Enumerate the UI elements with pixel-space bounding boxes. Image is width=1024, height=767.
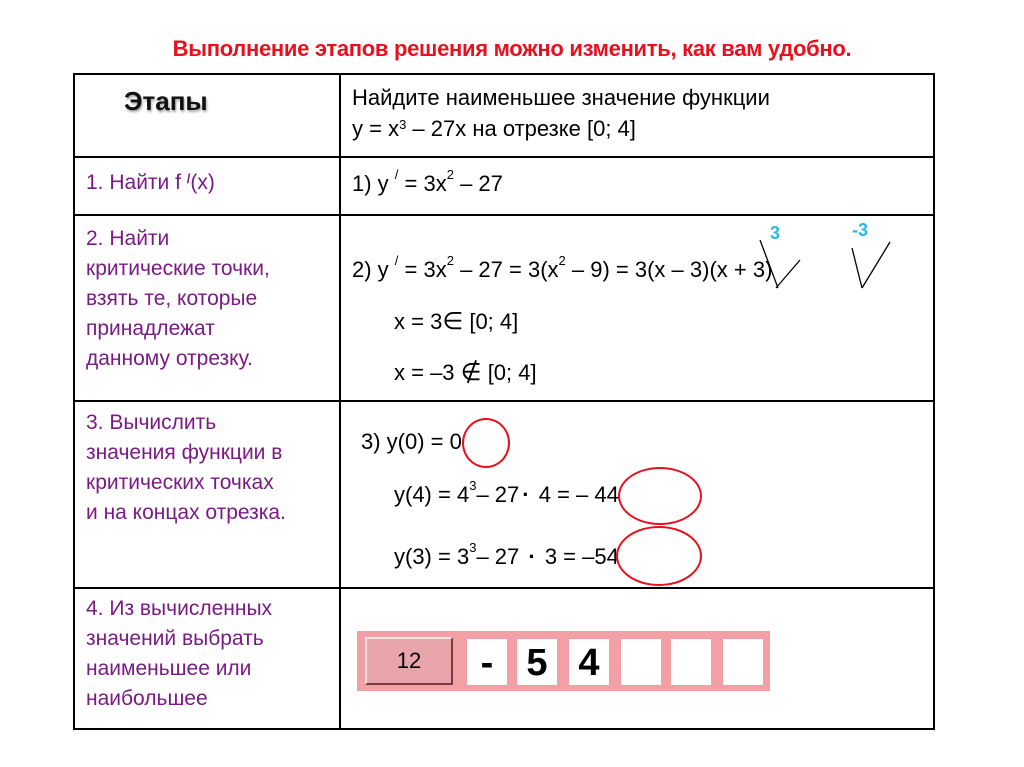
row-divider	[73, 587, 935, 589]
derivative-line: 1) y $^/ = 3x^2 - 27$	[352, 167, 503, 196]
answer-cell[interactable]	[669, 637, 713, 687]
answer-cell[interactable]	[721, 637, 765, 687]
step-2: 2. Найти критические точки, взять те, которые принадлежат данному отрезку.	[86, 227, 270, 370]
step-4: 4. Из вычисленных значений выбрать наименьшее или наибольшее	[86, 597, 273, 710]
answer-cell[interactable]: 4	[567, 637, 611, 687]
answer-cell[interactable]	[619, 637, 663, 687]
root-in-interval: x = 3∈ [0; 4]	[394, 308, 519, 335]
step-3: 3. Вычислить значения функции в критических точках и на концах отрезка.	[86, 411, 286, 524]
factorization-line: 2) y $^/ = 3x^2 - 27 = 3(x^2 - 9) = 3(x - 3)(x + 3)$	[352, 253, 773, 282]
slide-title: Выполнение этапов решения можно изменить, как вам удобно.	[172, 36, 852, 61]
task-statement	[352, 82, 770, 144]
highlight-oval	[616, 526, 702, 586]
answer-cell[interactable]: 5	[515, 637, 559, 687]
root-pointer-arrows	[740, 230, 920, 300]
value-at-4: $y(4) = 4^3-$ 27 · 4 = – 44	[394, 478, 619, 507]
root-not-in-interval: x = –3 ∉ [0; 4]	[394, 359, 537, 386]
value-at-0: 3) y(0) = 0	[361, 429, 462, 454]
answer-cell[interactable]: -	[465, 637, 509, 687]
task-line-1: Найдите наименьшее значение функции	[352, 85, 770, 110]
score-box: 12	[365, 637, 453, 685]
task-line-2: $y = x^3 - 27x$ на отрезке [0; 4]	[352, 116, 636, 141]
root-label-negative: -3	[852, 220, 869, 240]
row-divider	[73, 214, 935, 216]
step-1: 1. Найти f /(x)	[86, 171, 215, 194]
value-at-3: $y(3) = 3^3-$ 27 · 3 = –54	[394, 540, 619, 569]
stages-header: Этапы	[124, 86, 208, 116]
row-divider	[73, 156, 935, 158]
highlight-oval	[462, 418, 510, 468]
root-label-positive: 3	[770, 223, 781, 243]
row-divider	[73, 400, 935, 402]
highlight-oval	[618, 467, 702, 525]
